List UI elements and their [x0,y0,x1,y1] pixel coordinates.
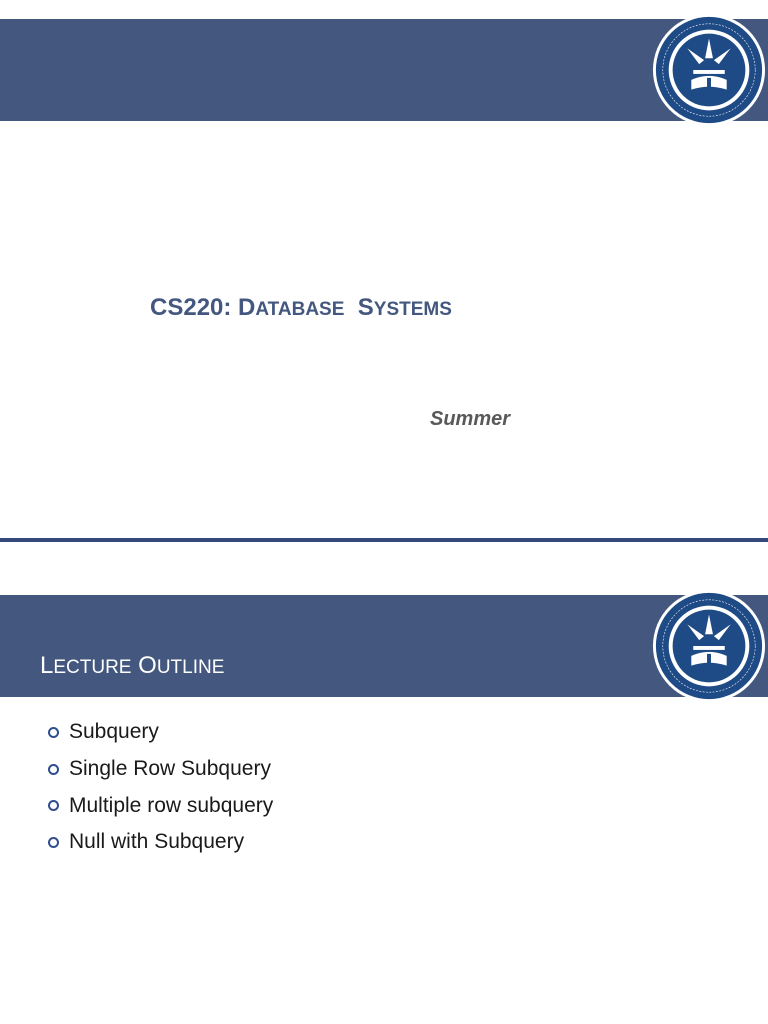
slide1-subtitle: Summer [430,408,511,430]
outline-list [48,714,273,861]
slide-divider [0,538,768,542]
bullet-ring-icon [48,764,59,775]
university-seal-logo [650,11,768,129]
slide1-title: CS220: DATABASE SYSTEMS [150,294,452,321]
list-item: Multiple row subquery [48,787,273,824]
list-item: Null with Subquery [48,824,273,861]
slide2-heading: LECTURE OUTLINE [40,652,225,679]
list-item: Subquery [48,714,273,751]
bullet-ring-icon [48,837,59,848]
bullet-ring-icon [48,727,59,738]
list-item: Single Row Subquery [48,751,273,788]
university-seal-logo [650,587,768,705]
bullet-ring-icon [48,800,59,811]
